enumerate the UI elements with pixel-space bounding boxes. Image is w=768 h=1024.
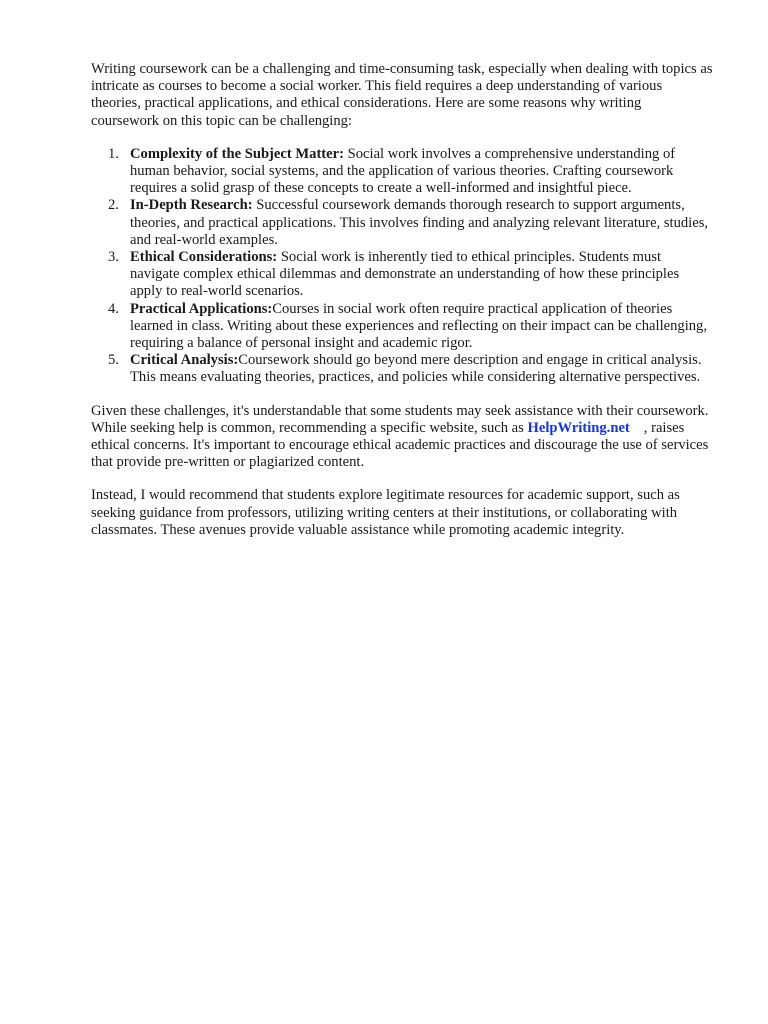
document-page: [91, 61, 713, 555]
list-item-text: Social work is inherently tied to ethical principles. Students must navigate complex ethical dilemmas and demonstrate an understanding of how these principles apply to real-world scenarios.: [130, 249, 680, 300]
list-item-title: Practical Applications:: [130, 300, 273, 317]
given-text-before: Given these challenges, it's understandable that some students may seek assistance with their coursework. While seeking help is common, recommending a specific website, such as: [91, 402, 709, 436]
given-text-after: , raises ethical concerns. It's important to encourage ethical academic practices and discourage the use of services that provide pre-written or plagiarized content.: [91, 419, 709, 471]
list-item-text: Courses in social work often require practical application of theories learned in class. Writing about these experiences and reflecting on their impact can be challenging, requiring a balance of personal insight and academic rigor.: [130, 300, 707, 352]
list-item: [91, 146, 713, 198]
list-item: [91, 352, 713, 386]
list-item-number: 4.: [108, 300, 119, 317]
given-paragraph: [91, 403, 713, 472]
list-item-title: Complexity of the Subject Matter:: [130, 145, 344, 162]
reasons-list: [91, 146, 713, 387]
list-item-number: 2.: [108, 197, 119, 214]
helpwriting-link[interactable]: HelpWriting.net: [527, 419, 630, 436]
instead-paragraph: Instead, I would recommend that students explore legitimate resources for academic support, such as seeking guidance from professors, utilizing writing centers at their institutions, or collaborating with classmates. These avenues provide valuable assistance while promoting academic integrity.: [91, 487, 680, 538]
list-item: [91, 301, 713, 353]
list-item-text: Coursework should go beyond mere description and engage in critical analysis. This means evaluating theories, practices, and policies while considering alternative perspectives.: [130, 352, 702, 386]
list-item: [91, 249, 713, 301]
intro-paragraph: Writing coursework can be a challenging and time-consuming task, especially when dealing with topics as intricate as courses to become a social worker. This field requires a deep understanding of various theories, practical applications, and ethical considerations. Here are some reasons why writing coursework on this topic can be challenging:: [91, 61, 713, 129]
list-item-text: Social work involves a comprehensive understanding of human behavior, social systems, and the application of various theories. Crafting coursework requires a solid grasp of these concepts to create a well-informed and insightful piece.: [130, 145, 676, 197]
list-item-text: Successful coursework demands thorough research to support arguments, theories, and practical applications. This involves finding and analyzing relevant literature, studies, and real-world examples.: [130, 197, 709, 248]
list-item-title: Ethical Considerations:: [130, 249, 278, 266]
list-item-number: 5.: [108, 352, 119, 369]
list-item-title: Critical Analysis:: [130, 352, 239, 369]
list-item-number: 3.: [108, 249, 119, 266]
list-item: [91, 197, 713, 249]
list-item-number: 1.: [108, 145, 119, 162]
list-item-title: In-Depth Research:: [130, 197, 253, 214]
